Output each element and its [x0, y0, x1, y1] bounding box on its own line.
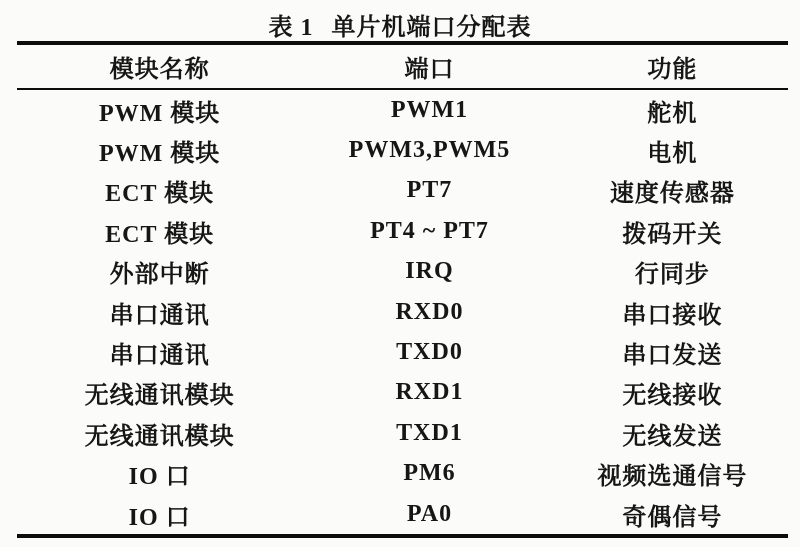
table-row [17, 90, 788, 130]
cell-port: PM6 [403, 460, 456, 487]
cell-port: PA0 [406, 500, 453, 527]
cell-function: 无线接收 [622, 383, 723, 410]
table-row [17, 292, 788, 332]
cell-function: 舵机 [647, 100, 698, 127]
cell-module: ECT 模块 [105, 221, 215, 248]
table-row [17, 252, 788, 292]
table-number: 表 1 [268, 15, 314, 41]
table-row [17, 171, 788, 211]
table-caption [0, 0, 800, 41]
cell-port: RXD0 [395, 298, 464, 325]
cell-port: RXD1 [395, 379, 464, 406]
cell-function: 电机 [647, 141, 698, 168]
cell-port: PWM3,PWM5 [348, 137, 511, 164]
cell-module: 串口通讯 [109, 343, 210, 370]
cell-function: 串口接收 [622, 302, 723, 329]
table-row [17, 454, 788, 494]
table-title: 单片机端口分配表 [331, 15, 532, 41]
table-row [17, 494, 788, 534]
cell-port: TXD0 [396, 339, 463, 366]
column-header-function: 功能 [647, 57, 698, 83]
cell-port: PT4 ~ PT7 [370, 217, 489, 244]
column-header-module: 模块名称 [109, 57, 210, 83]
table-row [17, 130, 788, 170]
cell-module: IO 口 [128, 504, 191, 531]
table-row [17, 211, 788, 251]
cell-function: 无线发送 [622, 423, 723, 450]
cell-function: 奇偶信号 [622, 504, 723, 531]
cell-function: 视频选通信号 [597, 464, 748, 491]
table-header-row [17, 45, 788, 90]
cell-module: PWM 模块 [98, 141, 221, 168]
cell-module: IO 口 [128, 464, 191, 491]
cell-function: 拨码开关 [622, 221, 723, 248]
cell-function: 速度传感器 [609, 181, 735, 208]
cell-module: ECT 模块 [105, 181, 215, 208]
cell-function: 行同步 [634, 262, 710, 289]
cell-port: PWM1 [390, 96, 469, 123]
table-row [17, 413, 788, 453]
column-header-port: 端口 [404, 57, 455, 83]
table-row [17, 332, 788, 372]
cell-port: IRQ [405, 258, 454, 285]
cell-module: 外部中断 [109, 262, 210, 289]
cell-module: PWM 模块 [98, 100, 221, 127]
cell-module: 无线通讯模块 [84, 423, 235, 450]
cell-port: TXD1 [396, 419, 463, 446]
port-allocation-table [17, 41, 788, 538]
cell-port: PT7 [406, 177, 453, 204]
table-row [17, 373, 788, 413]
cell-module: 串口通讯 [109, 302, 210, 329]
cell-function: 串口发送 [622, 343, 723, 370]
cell-module: 无线通讯模块 [84, 383, 235, 410]
